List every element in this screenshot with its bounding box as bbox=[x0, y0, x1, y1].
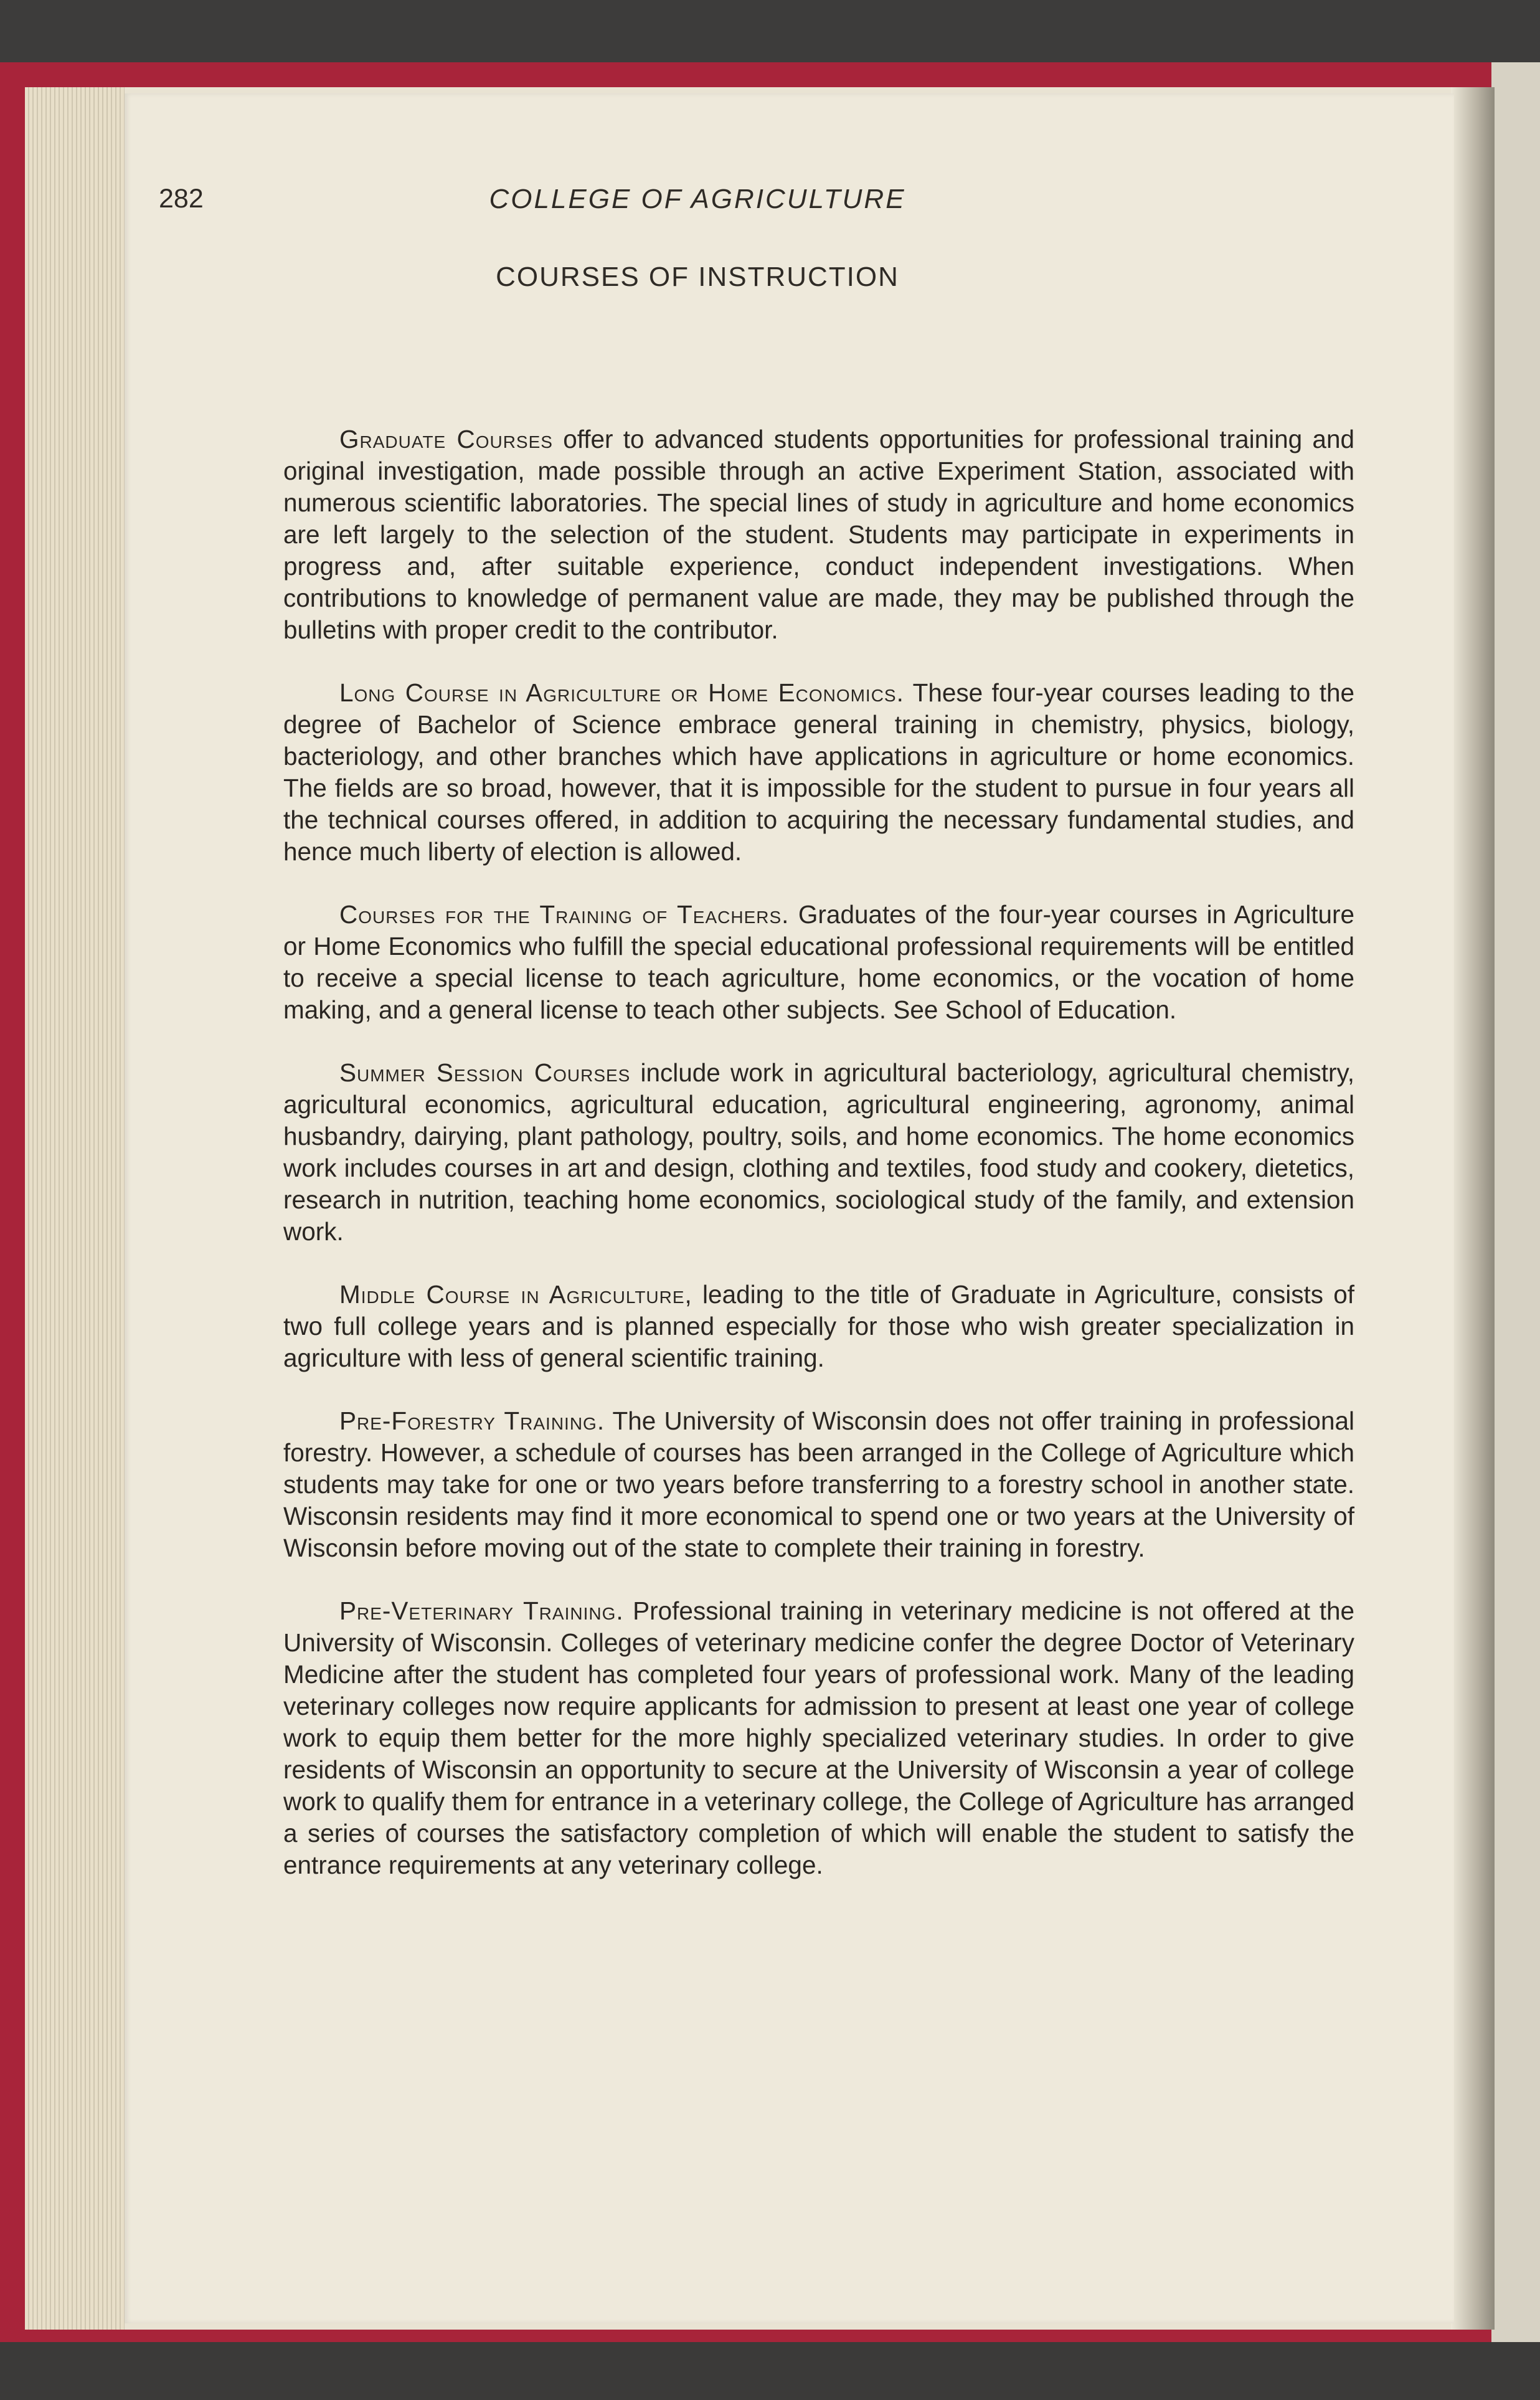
paragraph-text: Professional training in veterinary medicine is not offered at the University of Wisconsin. Colleges of veterinary medicine confer the degree Doctor of Veterinary Medicine after the student has completed four years of professional work. Many of the leading veterinary colleges now require applicants for admission to present at least one year of college work to equip them better for the more highly specialized veterinary studies. In order to give residents of Wisconsin an opportunity to secure at the University of Wisconsin a year of college work to qualify them for entrance in a veterinary college, the College of Agriculture has arranged a series of courses the satisfactory completion of which will enable the student to satisfy the entrance requirements at any veterinary college. bbox=[283, 1596, 1355, 1879]
paragraph-middle-course bbox=[283, 1279, 1354, 1374]
background-top bbox=[0, 0, 1540, 62]
paragraph-long-course bbox=[283, 677, 1354, 868]
running-title: COLLEGE OF AGRICULTURE bbox=[489, 184, 906, 214]
paragraph-lead: Summer Session Courses bbox=[339, 1058, 631, 1087]
paragraph-lead: Middle Course in Agriculture, bbox=[339, 1280, 692, 1309]
page-header bbox=[159, 184, 1236, 240]
body-text bbox=[283, 424, 1354, 1912]
paragraph-summer-session bbox=[283, 1057, 1354, 1248]
paragraph-teacher-training bbox=[283, 899, 1354, 1026]
section-title: COURSES OF INSTRUCTION bbox=[496, 262, 899, 292]
paragraph-text: Graduates of the four-year courses in Agriculture or Home Economics who fulfill the special educational professional requirements will be entitled to receive a special license to teach agriculture, home economics, or the vocation of home making, and a general license to teach other subjects. See School of Education. bbox=[283, 900, 1354, 1024]
page-number: 282 bbox=[159, 184, 204, 214]
paragraph-pre-forestry bbox=[283, 1405, 1354, 1564]
paragraph-lead: Pre-Forestry Training. bbox=[339, 1406, 605, 1435]
paragraph-pre-veterinary bbox=[283, 1595, 1354, 1881]
book-gutter bbox=[1451, 87, 1495, 2330]
page-stack-edges bbox=[25, 87, 125, 2330]
paragraph-text: These four-year courses leading to the degree of Bachelor of Science embrace general training in chemistry, physics, biology, bacteriology, and other branches which have applications in agriculture or home economics. The fields are so broad, however, that it is impossible for the student to pursue in four years all the technical courses offered, in addition to acquiring the necessary fundamental studies, and hence much liberty of election is allowed. bbox=[283, 678, 1354, 866]
background-bottom bbox=[0, 2342, 1540, 2400]
paragraph-text: include work in agricultural bacteriology, agricultural chemistry, agricultural economics, agricultural education, agricultural engineering, agronomy, animal husbandry, dairying, plant pathology, poultry, soils, and home economics. The home economics work includes courses in art and design, clothing and textiles, food study and cookery, dietetics, research in nutrition, teaching home economics, sociological study of the family, and extension work. bbox=[283, 1058, 1354, 1246]
paragraph-text: offer to advanced students opportunities for professional training and original investigation, made possible through an active Experiment Station, associated with numerous scientific laboratories. The special lines of study in agriculture and home economics are left largely to the selection of the student. Students may participate in experiments in progress and, after suitable experience, conduct independent investigations. When contributions to knowledge of permanent value are made, they may be published through the bulletins with proper credit to the contributor. bbox=[283, 425, 1354, 644]
paragraph-lead: Graduate Courses bbox=[339, 425, 553, 453]
paragraph-lead: Pre-Veterinary Training. bbox=[339, 1596, 624, 1625]
paragraph-graduate-courses bbox=[283, 424, 1354, 646]
book-cover-edge bbox=[1491, 62, 1540, 2342]
paragraph-lead: Courses for the Training of Teachers. bbox=[339, 900, 790, 929]
paragraph-text: leading to the title of Graduate in Agriculture, consists of two full college years and is planned especially for those who wish greater specialization in agriculture with less of general scientific training. bbox=[283, 1280, 1355, 1372]
paragraph-lead: Long Course in Agriculture or Home Economics. bbox=[339, 678, 904, 707]
paragraph-text: The University of Wisconsin does not offer training in professional forestry. However, a schedule of courses has been arranged in the College of Agriculture which students may take for one or two years before transferring to a forestry school in another state. Wisconsin residents may find it more economical to spend one or two years at the University of Wisconsin before moving out of the state to complete their training in forestry. bbox=[283, 1406, 1354, 1562]
